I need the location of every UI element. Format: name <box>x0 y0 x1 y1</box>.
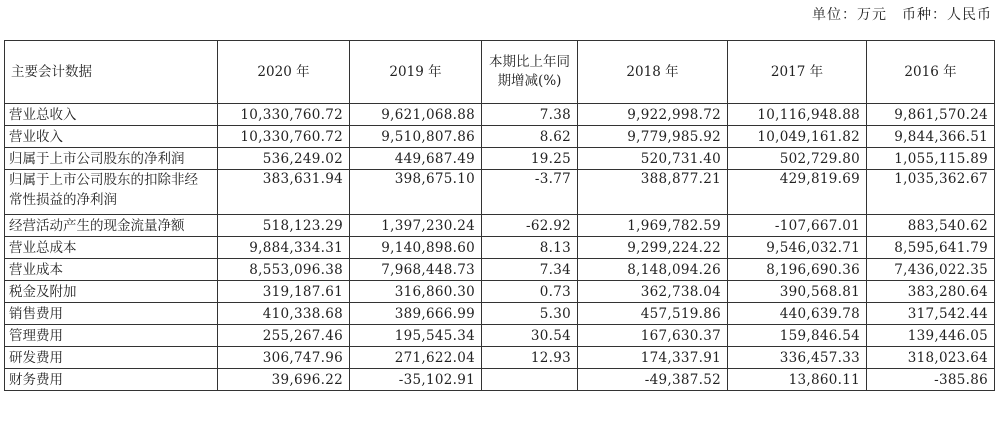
table-row <box>5 215 995 237</box>
table-row <box>5 126 995 148</box>
table-row <box>5 104 995 126</box>
row-label: 研发费用 <box>5 347 218 369</box>
table-header-row <box>5 41 995 104</box>
row-label: 归属于上市公司股东的净利润 <box>5 148 218 170</box>
row-label: 营业总成本 <box>5 237 218 259</box>
table-row <box>5 237 995 259</box>
table-row <box>5 369 995 391</box>
row-label: 归属于上市公司股东的扣除非经常性损益的净利润 <box>5 170 218 215</box>
table-cell: 8,148,094.26 <box>578 259 728 281</box>
table-cell: 8,553,096.38 <box>218 259 350 281</box>
table-cell: 10,116,948.88 <box>728 104 867 126</box>
table-cell: 13,860.11 <box>728 369 867 391</box>
table-cell: 383,631.94 <box>218 170 350 215</box>
table-row <box>5 303 995 325</box>
table-cell: 336,457.33 <box>728 347 867 369</box>
table-cell <box>482 369 578 391</box>
row-label: 营业总收入 <box>5 104 218 126</box>
table-row <box>5 148 995 170</box>
table-cell: 319,187.61 <box>218 281 350 303</box>
table-cell: 9,922,998.72 <box>578 104 728 126</box>
table-cell: -3.77 <box>482 170 578 215</box>
table-cell: 9,140,898.60 <box>350 237 482 259</box>
table-cell: 362,738.04 <box>578 281 728 303</box>
header-2017: 2017 年 <box>728 41 867 104</box>
table-cell: 10,049,161.82 <box>728 126 867 148</box>
table-cell: 316,860.30 <box>350 281 482 303</box>
row-label: 管理费用 <box>5 325 218 347</box>
table-cell: 9,546,032.71 <box>728 237 867 259</box>
table-cell: 536,249.02 <box>218 148 350 170</box>
table-cell: 39,696.22 <box>218 369 350 391</box>
table-cell: 449,687.49 <box>350 148 482 170</box>
table-cell: 9,861,570.24 <box>867 104 995 126</box>
table-row <box>5 281 995 303</box>
header-2016: 2016 年 <box>867 41 995 104</box>
financial-data-table <box>4 40 995 391</box>
table-cell: 9,844,366.51 <box>867 126 995 148</box>
table-cell: 9,884,334.31 <box>218 237 350 259</box>
header-2020: 2020 年 <box>218 41 350 104</box>
table-cell: 410,338.68 <box>218 303 350 325</box>
table-cell: 1,397,230.24 <box>350 215 482 237</box>
row-label: 营业收入 <box>5 126 218 148</box>
table-cell: 159,846.54 <box>728 325 867 347</box>
table-cell: 9,621,068.88 <box>350 104 482 126</box>
table-body <box>5 104 995 391</box>
table-cell: 0.73 <box>482 281 578 303</box>
table-cell: 8,196,690.36 <box>728 259 867 281</box>
row-label: 营业成本 <box>5 259 218 281</box>
table-cell: 174,337.91 <box>578 347 728 369</box>
row-label: 销售费用 <box>5 303 218 325</box>
table-cell: 271,622.04 <box>350 347 482 369</box>
table-cell: 7.38 <box>482 104 578 126</box>
header-2019: 2019 年 <box>350 41 482 104</box>
table-cell: 389,666.99 <box>350 303 482 325</box>
table-cell: -385.86 <box>867 369 995 391</box>
table-cell: -107,667.01 <box>728 215 867 237</box>
table-row <box>5 170 995 215</box>
table-cell: 883,540.62 <box>867 215 995 237</box>
table-cell: 8.62 <box>482 126 578 148</box>
table-cell: 19.25 <box>482 148 578 170</box>
table-cell: -62.92 <box>482 215 578 237</box>
table-cell: 9,510,807.86 <box>350 126 482 148</box>
table-cell: 8.13 <box>482 237 578 259</box>
table-cell: 520,731.40 <box>578 148 728 170</box>
table-cell: -35,102.91 <box>350 369 482 391</box>
table-cell: 7,436,022.35 <box>867 259 995 281</box>
unit-currency-note: 单位：万元 币种：人民币 <box>812 7 992 23</box>
table-cell: -49,387.52 <box>578 369 728 391</box>
table-cell: 10,330,760.72 <box>218 104 350 126</box>
table-cell: 440,639.78 <box>728 303 867 325</box>
row-label: 经营活动产生的现金流量净额 <box>5 215 218 237</box>
table-cell: 139,446.05 <box>867 325 995 347</box>
table-cell: 1,969,782.59 <box>578 215 728 237</box>
table-cell: 388,877.21 <box>578 170 728 215</box>
header-yoy-change: 本期比上年同期增减(%) <box>482 41 578 104</box>
row-label: 财务费用 <box>5 369 218 391</box>
table-cell: 9,299,224.22 <box>578 237 728 259</box>
table-cell: 306,747.96 <box>218 347 350 369</box>
table-cell: 167,630.37 <box>578 325 728 347</box>
table-row <box>5 347 995 369</box>
table-cell: 1,035,362.67 <box>867 170 995 215</box>
table-cell: 429,819.69 <box>728 170 867 215</box>
table-cell: 7.34 <box>482 259 578 281</box>
table-row <box>5 325 995 347</box>
table-cell: 502,729.80 <box>728 148 867 170</box>
row-label: 税金及附加 <box>5 281 218 303</box>
header-metric: 主要会计数据 <box>5 41 218 104</box>
table-cell: 1,055,115.89 <box>867 148 995 170</box>
header-2018: 2018 年 <box>578 41 728 104</box>
table-cell: 9,779,985.92 <box>578 126 728 148</box>
table-cell: 317,542.44 <box>867 303 995 325</box>
table-cell: 7,968,448.73 <box>350 259 482 281</box>
table-cell: 518,123.29 <box>218 215 350 237</box>
table-cell: 195,545.34 <box>350 325 482 347</box>
table-cell: 30.54 <box>482 325 578 347</box>
table-cell: 383,280.64 <box>867 281 995 303</box>
table-cell: 255,267.46 <box>218 325 350 347</box>
table-cell: 8,595,641.79 <box>867 237 995 259</box>
table-cell: 5.30 <box>482 303 578 325</box>
table-cell: 457,519.86 <box>578 303 728 325</box>
table-cell: 390,568.81 <box>728 281 867 303</box>
table-row <box>5 259 995 281</box>
table-cell: 10,330,760.72 <box>218 126 350 148</box>
table-cell: 318,023.64 <box>867 347 995 369</box>
table-cell: 12.93 <box>482 347 578 369</box>
table-cell: 398,675.10 <box>350 170 482 215</box>
